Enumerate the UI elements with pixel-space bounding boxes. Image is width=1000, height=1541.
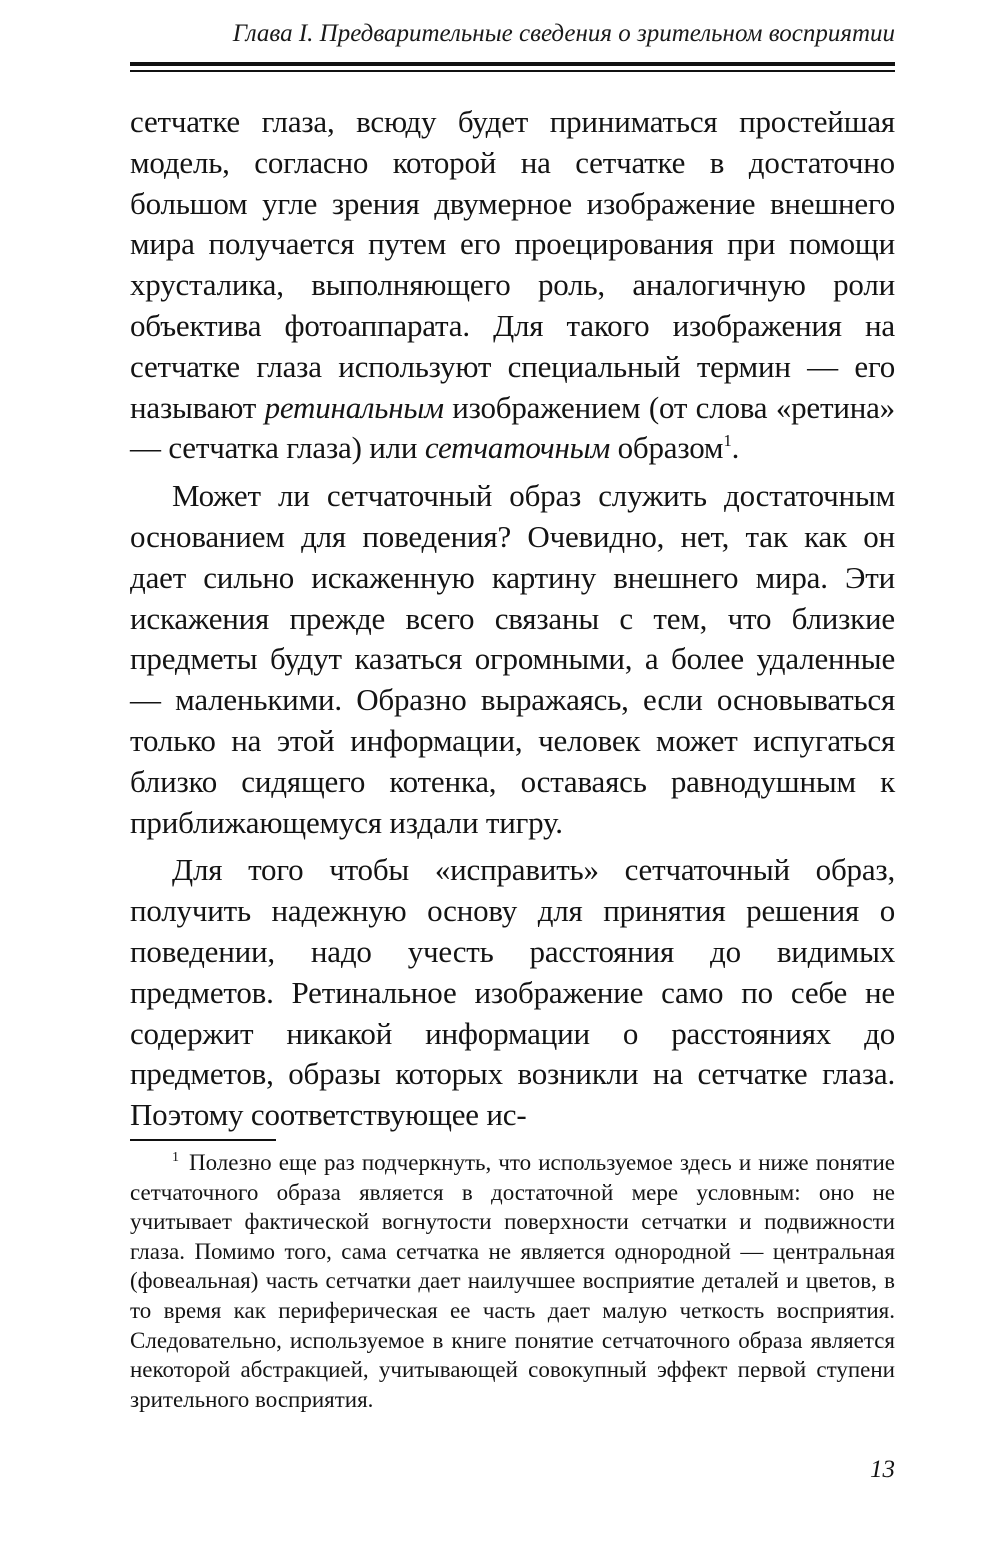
term-retinal-image: сетчаточным: [424, 430, 611, 466]
running-head: Глава I. Предварительные сведения о зрительном восприятии: [232, 20, 895, 47]
paragraph-1: [130, 102, 895, 469]
paragraph-1-text-d: .: [731, 430, 740, 466]
paragraph-3: Для того чтобы «исправить» сетчаточный образ, получить надежную основу для принятия решения о поведении, надо учесть расстояния до видимых предметов. Ретинальное изображение само по себе не содержит никакой информации о расстояниях до предметов, образы которых возникли на сетчатке глаза. Поэтому соответствующее ис-: [130, 852, 895, 1133]
page-number: 13: [870, 1456, 895, 1483]
paragraph-1-text-a: сетчатке глаза, всюду будет приниматься простейшая модель, согласно которой на сетчатке в достаточно большом угле зрения двумерное изображение внешнего мира получается путем его проецирования при помощи хрусталика, выполняющего роль, аналогичную роли объектива фотоаппарата. Для такого изображения на сетчатке глаза используют специальный термин — его называют: [130, 104, 895, 425]
term-retinal: ретинальным: [264, 389, 444, 425]
paragraph-1-text-b: изображением (от слова «ретина» — сетчатка глаза) или: [130, 389, 895, 466]
paragraph-2: Может ли сетчаточный образ служить достаточным основанием для поведения? Очевидно, нет, так как он дает сильно искаженную картину внешнего мира. Эти искажения прежде всего связаны с тем, что близкие предметы будут казаться огромными, а более удаленные — маленькими. Образно выражаясь, если основываться только на этой информации, человек может испугаться близко сидящего котенка, оставаясь равнодушным к приближающемуся издали тигру.: [130, 478, 895, 840]
footnote-reference[interactable]: 1: [723, 431, 732, 451]
footnote-separator: [130, 1139, 276, 1141]
paragraph-1-text-c: образом: [610, 430, 724, 466]
main-text: [130, 102, 895, 1136]
footnote-marker: 1: [172, 1150, 179, 1165]
header-rule-thin: [130, 70, 895, 72]
footnote: [130, 1148, 895, 1414]
header-rule-thick: [130, 62, 895, 66]
footnote-text: Полезно еще раз подчеркнуть, что используемое здесь и ниже понятие сетчаточного образа является в достаточной мере условным: оно не учитывает фактической вогнутости поверхности сетчатки и подвижности глаза. Помимо того, сама сетчатка не является однородной — центральная (фовеальная) часть сетчатки дает наилучшее восприятие деталей и цветов, в то время как периферическая ее часть дает малую четкость восприятия. Следовательно, используемое в книге понятие сетчаточного образа является некоторой абстракцией, учитывающей совокупный эффект первой ступени зрительного восприятия.: [130, 1150, 895, 1412]
